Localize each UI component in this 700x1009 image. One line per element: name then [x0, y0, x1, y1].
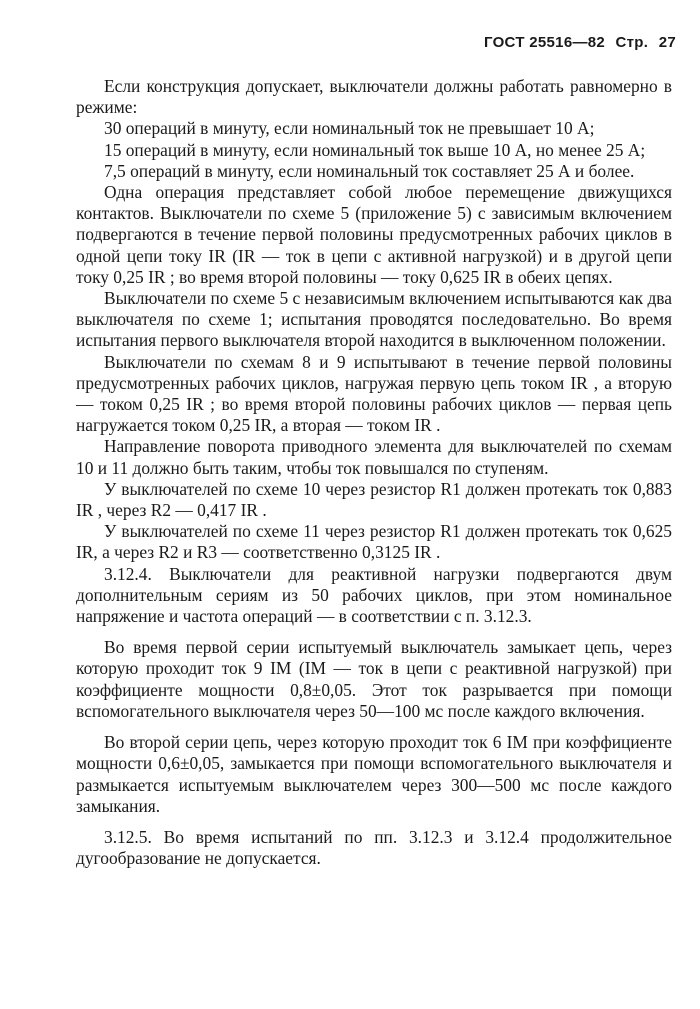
paragraph-7-5-operations: 7,5 операций в минуту, если номинальный ток составляет 25 А и более.: [104, 160, 635, 181]
paragraph-scheme-11: У выключателей по схеме 11 через резистор R1 должен протекать ток 0,625 IR, а через R2 и R3 — соответственно 0,3125 IR .: [76, 521, 672, 563]
page-number: 27: [658, 34, 676, 51]
paragraph-first-series: Во время первой серии испытуемый выключатель замыкает цепь, через которую проходит ток 9 IM (IM — ток в цепи с реактивной нагрузкой) при коэффициенте мощности 0,8±0,05. Этот ток разрывается при помощи вспомогательного выключателя через 50—100 мс после каждого включения.: [76, 637, 672, 721]
body-text: [76, 76, 672, 869]
paragraph-15-operations: 15 операций в минуту, если номинальный ток выше 10 А, но менее 25 А;: [104, 139, 646, 160]
paragraph-scheme-10: У выключателей по схеме 10 через резистор R1 должен протекать ток 0,883 IR , через R2 — 0,417 IR .: [76, 478, 672, 521]
paragraph-3-12-4: 3.12.4. Выключатели для реактивной нагрузки подвергаются двум дополнительным сериям из 50 рабочих циклов, при этом номинальное напряжение и частота операций — в соответствии с п. 3.12.3.: [76, 563, 672, 627]
paragraph-30-operations: 30 операций в минуту, если номинальный ток не превышает 10 А;: [104, 118, 595, 139]
paragraph-one-operation: Одна операция представляет собой любое перемещение движущихся контактов. Выключатели по схеме 5 (приложение 5) с зависимым включением подвергаются в течение первой половины предусмотренных рабочих циклов в одной цепи току IR (IR — ток в цепи с активной нагрузкой) и в другой цепи току 0,25 IR ; во время второй половины — току 0,625 IR в обеих цепях.: [76, 182, 672, 287]
paragraph-schemes-8-9: Выключатели по схемам 8 и 9 испытывают в течение первой половины предусмотренных рабочих циклов, нагружая первую цепь током IR , а вторую — током 0,25 IR ; во время второй половины рабочих циклов — первая цепь нагружается током 0,25 IR, а вторая — током IR .: [76, 351, 672, 436]
paragraph-mode-intro: Если конструкция допускает, выключатели должны работать равномерно в режиме:: [76, 76, 672, 118]
paragraph-second-series: Во второй серии цепь, через которую проходит ток 6 IM при коэффициенте мощности 0,6±0,05, замыкается при помощи вспомогательного выключателя и размыкается испытуемым выключателем через 300—500 мс после каждого замыкания.: [76, 732, 672, 816]
page-header: [478, 34, 676, 51]
paragraph-3-12-5: 3.12.5. Во время испытаний по пп. 3.12.3 и 3.12.4 продолжительное дугообразование не допускается.: [76, 826, 672, 869]
page-label: Стр.: [615, 34, 649, 51]
standard-number: ГОСТ 25516—82: [483, 34, 606, 51]
paragraph-rotation-direction: Направление поворота приводного элемента для выключателей по схемам 10 и 11 должно быть таким, чтобы ток повышался по ступеням.: [76, 436, 672, 478]
paragraph-scheme-5-independent: Выключатели по схеме 5 с независимым включением испытываются как два выключателя по схеме 1; испытания проводятся последовательно. Во время испытания первого выключателя второй находится в выключенном положении.: [76, 288, 672, 351]
